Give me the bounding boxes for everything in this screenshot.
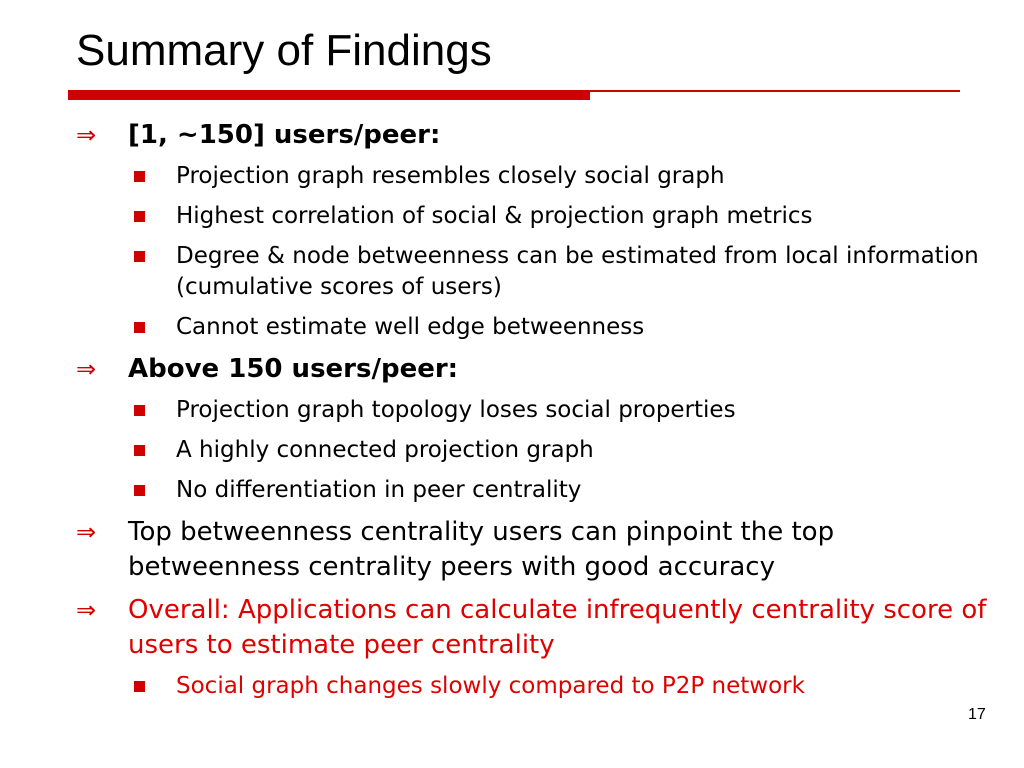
red-square-icon <box>134 445 145 456</box>
red-square-icon <box>134 211 145 222</box>
bullet-level1 <box>76 118 996 153</box>
bullet-level1 <box>76 515 996 585</box>
double-right-arrow-icon: ⇒ <box>76 518 97 546</box>
bullet-level2-text: A highly connected projection graph <box>176 437 594 463</box>
red-square-icon <box>134 485 145 496</box>
bullet-level2-text: Projection graph topology loses social properties <box>176 397 736 423</box>
title-underline-thin <box>590 90 960 92</box>
bullet-level1-text: Above 150 users/peer: <box>128 354 459 384</box>
bullet-level2 <box>76 241 996 303</box>
red-square-icon <box>134 405 145 416</box>
bullet-level2 <box>76 161 996 192</box>
slide-body <box>76 118 996 711</box>
bullet-level2-text: No differentiation in peer centrality <box>176 477 582 503</box>
bullet-level2 <box>76 395 996 426</box>
title-underline-thick <box>68 90 590 100</box>
red-square-icon <box>134 251 145 262</box>
bullet-level2-text: Projection graph resembles closely social graph <box>176 163 725 189</box>
bullet-level1-text: Top betweenness centrality users can pinpoint the top betweenness centrality peers with good accuracy <box>128 517 835 582</box>
slide-title: Summary of Findings <box>76 26 492 75</box>
red-square-icon <box>134 171 145 182</box>
bullet-level2 <box>76 201 996 232</box>
bullet-level1-text: Overall: Applications can calculate infrequently centrality score of users to estimate peer centrality <box>128 595 987 660</box>
double-right-arrow-icon: ⇒ <box>76 355 97 383</box>
sub-bullet-list <box>76 395 996 506</box>
bullet-level2 <box>76 671 996 702</box>
bullet-level1 <box>76 593 996 663</box>
bullet-level2 <box>76 435 996 466</box>
bullet-level2-text: Cannot estimate well edge betweenness <box>176 314 645 340</box>
red-square-icon <box>134 322 145 333</box>
bullet-level2 <box>76 475 996 506</box>
bullet-level2-text: Highest correlation of social & projection graph metrics <box>176 203 813 229</box>
sub-bullet-list <box>76 161 996 343</box>
bullet-level2-text: Social graph changes slowly compared to P2P network <box>176 673 805 699</box>
double-right-arrow-icon: ⇒ <box>76 121 97 149</box>
bullet-level2 <box>76 312 996 343</box>
double-right-arrow-icon: ⇒ <box>76 596 97 624</box>
sub-bullet-list <box>76 671 996 702</box>
bullet-level2-text: Degree & node betweenness can be estimated from local information (cumulative scores of users) <box>176 243 979 300</box>
bullet-level1-text: [1, ~150] users/peer: <box>128 120 441 150</box>
page-number: 17 <box>968 706 986 723</box>
bullet-level1 <box>76 352 996 387</box>
red-square-icon <box>134 681 145 692</box>
